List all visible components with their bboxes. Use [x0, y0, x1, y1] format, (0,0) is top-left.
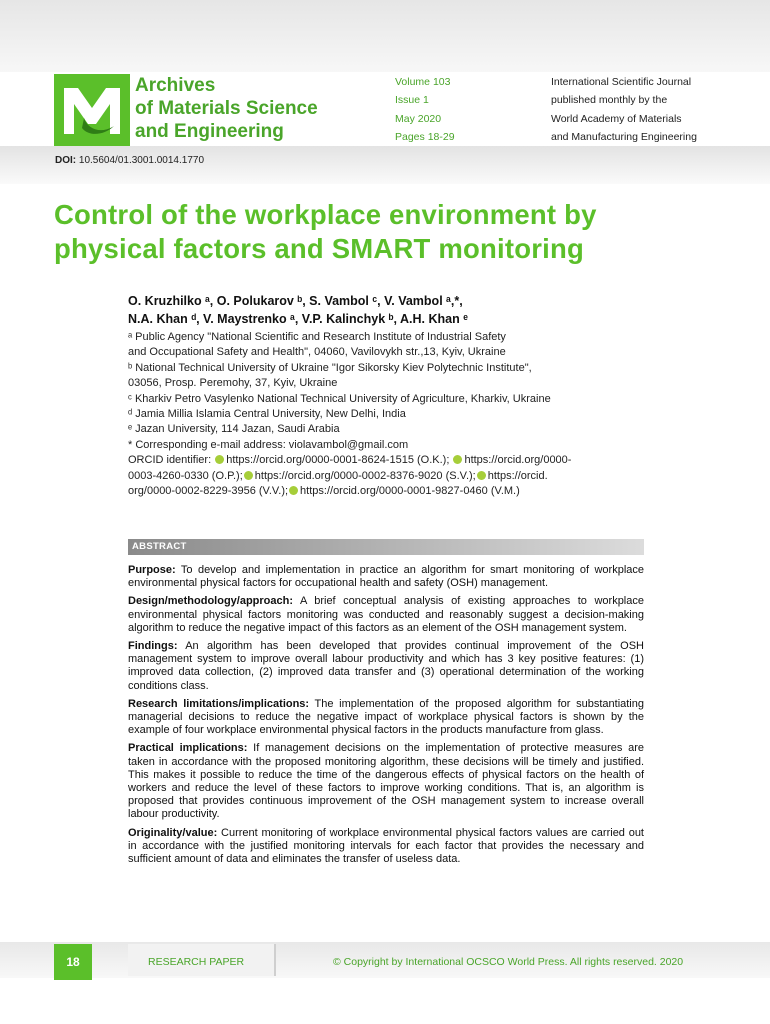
abstract-limitations [128, 698, 644, 738]
publisher-line: and Manufacturing Engineering [551, 130, 697, 143]
title-line: physical factors and SMART monitoring [54, 233, 584, 264]
journal-name [135, 74, 318, 143]
issue-date: May 2020 [395, 112, 442, 125]
orcid-link[interactable]: https://orcid.org/0000-0001-8624-1515 (O.K.); [226, 454, 453, 467]
section-label: Practical implications: [128, 742, 248, 755]
abstract-practical [128, 742, 644, 821]
affiliation-line: 03056, Prosp. Peremohy, 37, Kyiv, Ukraine [128, 377, 338, 390]
publisher-line: World Academy of Materials [551, 112, 682, 125]
orcid-line [128, 484, 648, 499]
orcid-link[interactable]: https://orcid.org/0000-0002-8376-9020 (S.V.); [254, 469, 476, 482]
orcid-icon [477, 471, 486, 480]
section-label: Purpose: [128, 564, 176, 576]
orcid-label: ORCID identifier: [128, 454, 215, 467]
orcid-line [128, 469, 648, 484]
orcid-icon [244, 471, 253, 480]
section-label: Design/methodology/approach: [128, 595, 294, 608]
orcid-link[interactable]: 0003-4260-0330 (O.P.); [128, 469, 243, 482]
section-label: Findings: [128, 640, 178, 653]
header-band [0, 0, 770, 72]
doi [55, 155, 204, 166]
abstract-heading-bar [128, 539, 644, 555]
paper-title [54, 198, 734, 266]
section-text: A brief conceptual analysis of existing approaches to workplace environmental physical factors monitoring was conducted and reasonably suggest a decision-making algorithm to reduce the negative impact of this factors as an element of the OSH management system. [128, 595, 644, 634]
abstract-purpose [128, 564, 644, 590]
affiliation-line: ᵈ Jamia Millia Islamia Central University, New Delhi, India [128, 408, 406, 421]
copyright: © Copyright by International OCSCO World Press. All rights reserved. 2020 [333, 956, 684, 968]
orcid-link[interactable]: https://orcid.org/0000- [464, 454, 572, 467]
abstract-design [128, 595, 644, 635]
section-label: Originality/value: [128, 826, 218, 839]
abstract-findings [128, 640, 644, 693]
journal-name-line: and Engineering [135, 121, 284, 142]
orcid-link[interactable]: org/0000-0002-8229-3956 (V.V.); [128, 485, 289, 498]
affiliation-line: ᵃ Public Agency "National Scientific and Research Institute of Industrial Safety [128, 331, 506, 343]
affiliation-line: and Occupational Safety and Health", 04060, Vavilovykh str.,13, Kyiv, Ukraine [128, 346, 506, 359]
paper-type: RESEARCH PAPER [148, 956, 245, 968]
volume: Volume 103 [395, 76, 451, 88]
orcid-link[interactable]: https://orcid.org/0000-0001-9827-0460 (V.M.) [300, 485, 520, 498]
section-text: To develop and implementation in practice an algorithm for smart monitoring of workplace environmental physical factors for occupational health and safety (OSH) management. [128, 564, 644, 590]
authors [128, 292, 468, 328]
abstract-heading: ABSTRACT [132, 541, 187, 552]
affiliation-line: ᵇ National Technical University of Ukraine "Igor Sikorsky Kiev Polytechnic Institute", [128, 361, 532, 374]
journal-name-line: of Materials Science [135, 98, 318, 119]
pages: Pages 18-29 [395, 130, 455, 143]
section-text: If management decisions on the implementation of protective measures are taken in accordance with the proposed monitoring algorithm, these decisions will be timely and justified. This makes it possible to reduce the time of the dangerous effects of physical factors on the health of workers and reduce the level of these factors to improve working conditions. That is, an algorithm is proposed that provides continuous improvement of the OSH management system to increase overall labour productivity. [128, 742, 645, 821]
journal-name-line: Archives [135, 75, 216, 96]
orcid-icon [289, 486, 298, 495]
section-text: Current monitoring of workplace environmental physical factors values are carried out in accordance with the justified monitoring intervals for each factor that provides the necessary and sufficient amount of data and eliminates the transfer of useless data. [128, 826, 644, 866]
affiliation-line: ᶜ Kharkiv Petro Vasylenko National Technical University of Agriculture, Kharkiv, Ukraine [128, 392, 551, 405]
doi-link[interactable]: 10.5604/01.3001.0014.1770 [78, 155, 205, 166]
orcid-icon [453, 455, 462, 464]
section-text: An algorithm has been developed that provides continual improvement of the OSH management system to improve overall labour productivity and which has 3 key positive features: (1) improved data collection, (2) improved data transfer and (3) operational determination of the working conditions class. [128, 640, 644, 692]
affiliation-line: ᵉ Jazan University, 114 Jazan, Saudi Arabia [128, 423, 340, 436]
title-line: Control of the workplace environment by [54, 199, 597, 230]
publisher-info [551, 73, 697, 146]
issue-info [395, 73, 455, 146]
doi-label: DOI: [55, 155, 77, 166]
orcid-icon [215, 455, 224, 464]
corresponding-email: * Corresponding e-mail address: violavambol@gmail.com [128, 438, 409, 451]
orcid-link[interactable]: https://orcid. [487, 469, 548, 482]
orcid-line [128, 453, 648, 468]
journal-logo-mark-icon [54, 74, 130, 146]
publisher-line: published monthly by the [551, 94, 668, 107]
journal-logo [54, 74, 130, 146]
affiliations [128, 330, 648, 499]
abstract-originality [128, 827, 644, 867]
section-text: The implementation of the proposed algorithm for substantiating managerial decisions to reduce the negative impact of workplace physical factors is shown by the example of four workplace environmental physical factors in the products manufacture from glass. [128, 697, 644, 737]
issue: Issue 1 [395, 94, 429, 107]
section-label: Research limitations/implications: [128, 697, 310, 710]
page-number: 18 [54, 944, 92, 980]
authors-line: N.A. Khan ᵈ, V. Maystrenko ᵃ, V.P. Kalinchyk ᵇ, A.H. Khan ᵉ [128, 312, 468, 326]
authors-line: O. Kruzhilko ᵃ, O. Polukarov ᵇ, S. Vambol ᶜ, V. Vambol ᵃ,*, [128, 294, 463, 308]
abstract-body [128, 564, 644, 871]
publisher-line: International Scientific Journal [551, 76, 692, 88]
